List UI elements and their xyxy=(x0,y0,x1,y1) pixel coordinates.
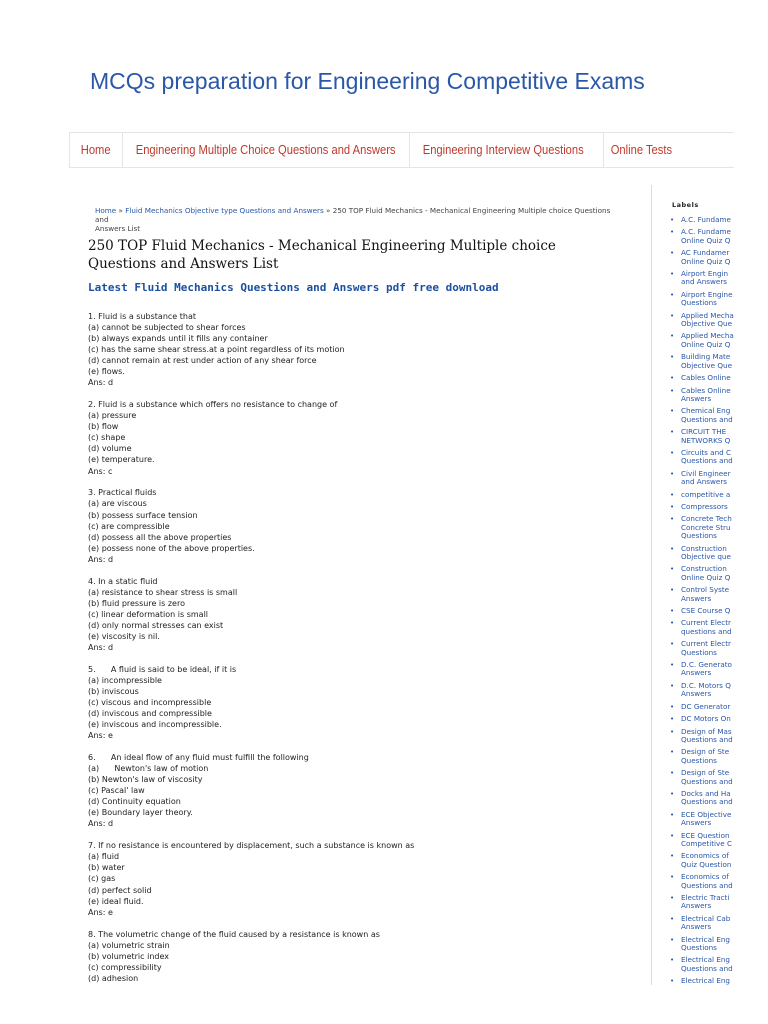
label-link[interactable] xyxy=(670,748,753,765)
option-text: (b) fluid pressure is zero xyxy=(88,598,185,608)
label-link-text: Construction xyxy=(681,544,727,553)
bullet-icon: • xyxy=(670,914,675,923)
option-text: (c) compressibility xyxy=(88,962,162,972)
option-text: (a) resistance to shear stress is small xyxy=(88,587,238,597)
label-link-text: Electrical Eng xyxy=(681,977,730,985)
label-link-text: Questions and xyxy=(681,881,733,890)
sidebar xyxy=(651,185,768,985)
label-link[interactable] xyxy=(670,661,753,678)
label-link-text: Docks and Ha xyxy=(681,789,731,798)
label-link-text: Objective Que xyxy=(681,320,733,329)
bullet-icon: • xyxy=(670,977,675,985)
bullet-icon: • xyxy=(670,894,675,902)
nav-online-tests[interactable]: Online Tests xyxy=(610,142,673,157)
bullet-icon: • xyxy=(670,956,675,965)
label-link-text: Design of Ste xyxy=(681,748,730,757)
label-link-text: Questions and xyxy=(681,777,733,786)
bullet-icon: • xyxy=(670,544,675,553)
label-link-text: Competitive C xyxy=(681,839,733,848)
bullet-icon: • xyxy=(670,661,675,670)
label-link[interactable] xyxy=(670,640,753,657)
option-text: (a) pressure xyxy=(88,411,137,421)
label-link[interactable] xyxy=(670,936,753,953)
bullet-icon: • xyxy=(670,428,675,437)
bullet-icon: • xyxy=(670,769,675,778)
label-link[interactable] xyxy=(670,270,753,287)
label-link-text: DC Generator xyxy=(681,702,731,711)
bullet-icon: • xyxy=(670,290,675,299)
option-text: (b) Newton's law of viscosity xyxy=(88,775,203,785)
bullet-icon: • xyxy=(670,515,675,524)
label-link-text: CSE Course Q xyxy=(681,607,731,616)
bullet-icon: • xyxy=(670,715,675,724)
label-link-text: Concrete Tech xyxy=(681,515,732,524)
label-link-text: Answers xyxy=(681,690,712,699)
label-link-text: A.C. Fundame xyxy=(681,228,731,237)
answer-text: Ans: d xyxy=(88,642,114,652)
question-block xyxy=(88,576,628,653)
label-link-text: Online Quiz Q xyxy=(681,573,731,582)
label-link[interactable] xyxy=(670,715,753,723)
question-text: 6. An ideal flow of any fluid must fulfill the following xyxy=(88,753,309,763)
label-link-text: Design of Ste xyxy=(681,769,730,778)
option-text: (e) flows. xyxy=(88,367,125,377)
label-link-text: Economics of xyxy=(681,873,729,882)
label-link[interactable] xyxy=(670,619,753,636)
label-link-text: CIRCUIT THE xyxy=(681,428,727,437)
label-link-text: D.C. Generato xyxy=(681,661,732,670)
labels-heading: Labels xyxy=(672,201,699,209)
label-link-text: Airport Engine xyxy=(681,290,733,299)
label-link-text: questions and xyxy=(681,627,732,636)
page-title-line: 250 TOP Fluid Mechanics - Mechanical Engineering Multiple choice xyxy=(88,238,556,254)
question-block xyxy=(88,929,628,984)
label-link-text: Electrical Eng xyxy=(681,935,730,944)
label-link-text: Questions xyxy=(681,756,717,765)
option-text: (b) inviscous xyxy=(88,686,139,696)
question-block xyxy=(88,840,628,917)
option-text: (d) adhesion xyxy=(88,973,139,983)
nav-interview-questions[interactable]: Engineering Interview Questions xyxy=(422,142,584,157)
label-link-text: D.C. Motors Q xyxy=(681,681,731,690)
label-link-text: Answers xyxy=(681,902,712,911)
bullet-icon: • xyxy=(670,702,675,711)
label-link-text: Control Syste xyxy=(681,586,730,595)
bullet-icon: • xyxy=(670,216,675,224)
bullet-icon: • xyxy=(670,332,675,341)
label-link-text: Concrete Stru xyxy=(681,523,731,532)
site-title[interactable]: MCQs preparation for Engineering Competitive Exams xyxy=(90,68,645,94)
bullet-icon: • xyxy=(670,640,675,649)
label-link-text: Current Electr xyxy=(681,619,731,628)
option-text: (b) water xyxy=(88,863,125,873)
option-text: (b) possess surface tension xyxy=(88,510,198,520)
answer-text: Ans: c xyxy=(88,466,113,476)
bullet-icon: • xyxy=(670,270,675,279)
option-text: (d) volume xyxy=(88,444,132,454)
label-link-text: Answers xyxy=(681,669,712,678)
option-text: (c) viscous and incompressible xyxy=(88,698,212,708)
label-link-text: Cables Online xyxy=(681,374,731,383)
label-link-text: Online Quiz Q xyxy=(681,236,731,245)
label-link-text: Electrical Cab xyxy=(681,914,731,923)
label-link-text: Questions xyxy=(681,532,717,541)
label-link-text: Questions xyxy=(681,944,717,953)
option-text: (a) volumetric strain xyxy=(88,940,170,950)
questions-list xyxy=(88,311,628,995)
label-link[interactable] xyxy=(670,852,753,869)
option-text: (d) perfect solid xyxy=(88,885,152,895)
label-link-text: Answers xyxy=(681,394,712,403)
option-text: (a) incompressible xyxy=(88,675,162,685)
option-text: (e) temperature. xyxy=(88,455,155,465)
option-text: (a) are viscous xyxy=(88,499,147,509)
label-link[interactable] xyxy=(670,428,753,445)
question-block xyxy=(88,399,628,476)
label-link[interactable] xyxy=(670,545,753,562)
option-text: (b) always expands until it fills any container xyxy=(88,334,268,344)
option-text: (c) has the same shear stress.at a point regardless of its motion xyxy=(88,345,345,355)
breadcrumb-separator: » xyxy=(118,206,123,215)
label-link[interactable] xyxy=(670,769,753,786)
option-text: (d) Continuity equation xyxy=(88,797,181,807)
label-link[interactable] xyxy=(670,503,753,511)
label-link-text: Questions and xyxy=(681,798,733,807)
label-link[interactable] xyxy=(670,491,753,499)
label-link-text: Design of Mas xyxy=(681,727,732,736)
label-link-text: and Answers xyxy=(681,278,728,287)
answer-text: Ans: d xyxy=(88,378,114,388)
bullet-icon: • xyxy=(670,831,675,840)
page-title-line: Questions and Answers List xyxy=(88,256,279,272)
label-link[interactable] xyxy=(670,873,753,890)
label-link-text: AC Fundamer xyxy=(681,249,730,258)
post-subheading: Latest Fluid Mechanics Questions and Answers pdf free download xyxy=(88,281,499,294)
label-link-text: Online Quiz Q xyxy=(681,257,731,266)
option-text: (d) cannot remain at rest under action of any shear force xyxy=(88,356,317,366)
label-link-text: NETWORKS Q xyxy=(681,436,731,445)
label-link-text: Electrical Eng xyxy=(681,956,730,965)
option-text: (c) shape xyxy=(88,433,126,443)
bullet-icon: • xyxy=(670,619,675,628)
breadcrumb-separator: » xyxy=(326,206,331,215)
label-link[interactable] xyxy=(670,915,753,932)
bullet-icon: • xyxy=(670,249,675,258)
option-text: (c) Pascal' law xyxy=(88,786,145,796)
bullet-icon: • xyxy=(670,810,675,819)
nav-engineering-mcq[interactable]: Engineering Multiple Choice Questions and Answers xyxy=(135,142,396,157)
label-link[interactable] xyxy=(670,703,753,711)
label-link-text: Chemical Eng xyxy=(681,407,731,416)
label-link[interactable] xyxy=(670,728,753,745)
option-text: (a) cannot be subjected to shear forces xyxy=(88,323,246,333)
label-link[interactable] xyxy=(670,291,753,308)
bullet-icon: • xyxy=(670,353,675,362)
question-block xyxy=(88,487,628,564)
option-text: (c) gas xyxy=(88,874,116,884)
label-link[interactable] xyxy=(670,387,753,404)
label-link-text: Questions xyxy=(681,648,717,657)
question-text: 4. In a static fluid xyxy=(88,576,158,586)
question-text: 2. Fluid is a substance which offers no resistance to change of xyxy=(88,400,338,410)
label-link[interactable] xyxy=(670,565,753,582)
question-block xyxy=(88,311,628,388)
option-text: (d) possess all the above properties xyxy=(88,532,232,542)
label-link-text: ECE Objective xyxy=(681,810,732,819)
label-link-text: ECE Question xyxy=(681,831,730,840)
question-text: 3. Practical fluids xyxy=(88,488,157,498)
label-link-text: Airport Engin xyxy=(681,270,729,279)
label-link[interactable] xyxy=(670,977,753,985)
label-link-text: Questions and xyxy=(681,964,733,973)
label-link-text: Cables Online xyxy=(681,386,731,395)
option-text: (e) viscosity is nil. xyxy=(88,631,160,641)
answer-text: Ans: e xyxy=(88,731,113,741)
label-link[interactable] xyxy=(670,332,753,349)
nav-divider xyxy=(409,133,410,167)
bullet-icon: • xyxy=(670,586,675,595)
label-link[interactable] xyxy=(670,216,753,224)
label-link-text: Building Mate xyxy=(681,353,731,362)
question-text: 1. Fluid is a substance that xyxy=(88,312,196,321)
label-link-text: A.C. Fundame xyxy=(681,216,731,224)
label-link-text: Online Quiz Q xyxy=(681,340,731,349)
nav-divider xyxy=(122,133,123,167)
label-link[interactable] xyxy=(670,515,753,540)
label-link-text: Construction xyxy=(681,565,727,574)
option-text: (d) inviscous and compressible xyxy=(88,709,212,719)
label-link[interactable] xyxy=(670,353,753,370)
question-block xyxy=(88,664,628,741)
breadcrumb-current: 250 TOP Fluid Mechanics - Mechanical Engineering Multiple choice Questions and xyxy=(95,206,611,224)
label-link-text: Current Electr xyxy=(681,640,731,649)
option-text: (d) only normal stresses can exist xyxy=(88,620,224,630)
bullet-icon: • xyxy=(670,681,675,690)
bullet-icon: • xyxy=(670,311,675,320)
label-link[interactable] xyxy=(670,607,753,615)
option-text: (e) Boundary layer theory. xyxy=(88,808,193,818)
main-nav xyxy=(69,132,734,168)
breadcrumb-home-link[interactable]: Home xyxy=(95,206,117,215)
label-link[interactable] xyxy=(670,586,753,603)
answer-text: Ans: e xyxy=(88,907,113,917)
bullet-icon: • xyxy=(670,565,675,574)
nav-home[interactable]: Home xyxy=(80,142,111,157)
label-link[interactable] xyxy=(670,228,753,245)
label-link-text: Questions and xyxy=(681,457,733,466)
question-text: 7. If no resistance is encountered by displacement, such a substance is known as xyxy=(88,841,415,851)
label-link[interactable] xyxy=(670,832,753,849)
page-title xyxy=(88,237,648,273)
bullet-icon: • xyxy=(670,873,675,882)
bullet-icon: • xyxy=(670,448,675,457)
option-text: (a) Newton's law of motion xyxy=(88,764,209,774)
label-link[interactable] xyxy=(670,790,753,807)
label-link-text: Compressors xyxy=(681,502,728,511)
breadcrumb-current-cont: Answers List xyxy=(95,224,141,233)
label-link-text: Objective que xyxy=(681,553,731,561)
bullet-icon: • xyxy=(670,935,675,944)
question-block xyxy=(88,752,628,829)
label-link[interactable] xyxy=(670,956,753,973)
label-link[interactable] xyxy=(670,374,753,382)
label-link[interactable] xyxy=(670,811,753,828)
answer-text: Ans: d xyxy=(88,819,114,829)
label-link-text: Answers xyxy=(681,923,712,932)
label-link-text: Answers xyxy=(681,819,712,828)
bullet-icon: • xyxy=(670,469,675,478)
option-text: (e) inviscous and incompressible. xyxy=(88,720,222,730)
label-link[interactable] xyxy=(670,894,753,911)
option-text: (e) possess none of the above properties. xyxy=(88,543,255,553)
bullet-icon: • xyxy=(670,374,675,383)
option-text: (b) volumetric index xyxy=(88,951,169,961)
label-link-text: and Answers xyxy=(681,478,728,487)
bullet-icon: • xyxy=(670,407,675,416)
bullet-icon: • xyxy=(670,386,675,395)
label-link-text: Objective Que xyxy=(681,361,733,370)
bullet-icon: • xyxy=(670,502,675,511)
label-link-text: DC Motors On xyxy=(681,715,731,724)
label-link[interactable] xyxy=(670,449,753,466)
label-link-text: competitive a xyxy=(681,490,731,499)
label-link[interactable] xyxy=(670,682,753,699)
label-link-text: Applied Mecha xyxy=(681,332,734,341)
question-text: 5. A fluid is said to be ideal, if it is xyxy=(88,664,237,674)
label-link-text: Economics of xyxy=(681,852,729,861)
option-text: (a) fluid xyxy=(88,852,120,862)
label-link-text: Circuits and C xyxy=(681,448,731,457)
bullet-icon: • xyxy=(670,607,675,616)
label-link-text: Answers xyxy=(681,594,712,603)
label-link-text: Civil Engineer xyxy=(681,469,731,478)
label-link-text: Electric Tracti xyxy=(681,894,730,902)
breadcrumb xyxy=(95,206,625,233)
label-link-text: Quiz Question xyxy=(681,860,732,869)
label-link[interactable] xyxy=(670,249,753,266)
label-link-text: Questions and xyxy=(681,735,733,744)
label-link-text: Questions and xyxy=(681,415,733,424)
label-link-text: Questions xyxy=(681,299,717,308)
answer-text: Ans: d xyxy=(88,554,114,564)
option-text: (c) are compressible xyxy=(88,521,170,531)
option-text: (b) flow xyxy=(88,422,119,432)
label-link-text: Applied Mecha xyxy=(681,311,734,320)
bullet-icon: • xyxy=(670,748,675,757)
question-text: 8. The volumetric change of the fluid caused by a resistance is known as xyxy=(88,929,380,939)
labels-list xyxy=(670,216,753,985)
label-link[interactable] xyxy=(670,312,753,329)
bullet-icon: • xyxy=(670,228,675,237)
label-link[interactable] xyxy=(670,407,753,424)
label-link[interactable] xyxy=(670,470,753,487)
bullet-icon: • xyxy=(670,727,675,736)
bullet-icon: • xyxy=(670,789,675,798)
option-text: (e) ideal fluid. xyxy=(88,896,144,906)
bullet-icon: • xyxy=(670,490,675,499)
bullet-icon: • xyxy=(670,852,675,861)
breadcrumb-category-link[interactable]: Fluid Mechanics Objective type Questions and Answers xyxy=(125,206,324,215)
option-text: (c) linear deformation is small xyxy=(88,609,209,619)
